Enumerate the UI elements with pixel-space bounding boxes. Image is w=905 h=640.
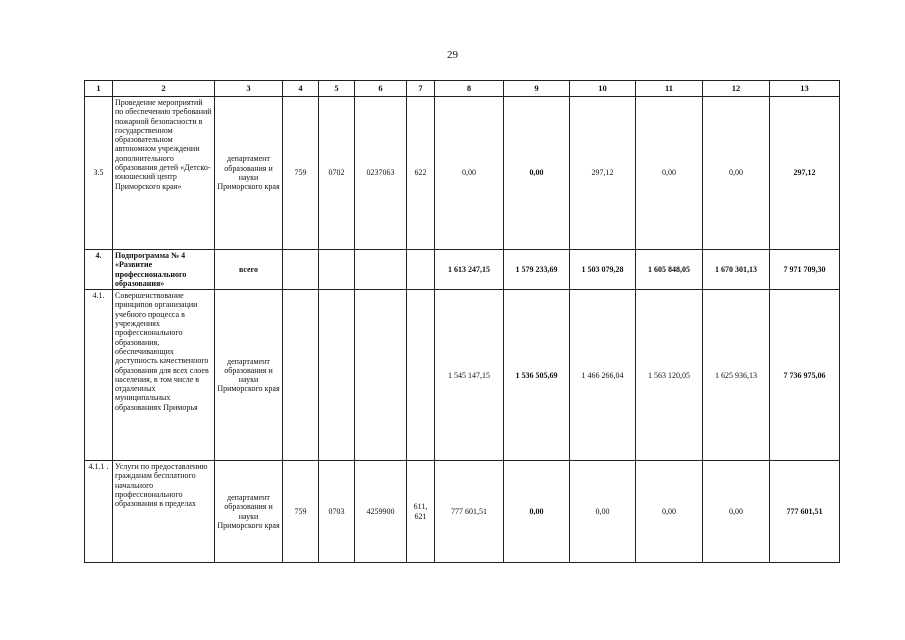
column-header: 5 (319, 81, 355, 97)
cell-c8: 777 601,51 (435, 461, 504, 563)
cell-c12: 1 625 936,13 (703, 290, 770, 461)
cell-c12: 0,00 (703, 461, 770, 563)
table-row (85, 97, 840, 250)
cell-c10: 0,00 (570, 461, 636, 563)
cell-c7: 622 (407, 97, 435, 250)
cell-c10: 297,12 (570, 97, 636, 250)
column-header: 1 (85, 81, 113, 97)
table-row (85, 250, 840, 290)
column-header: 2 (113, 81, 215, 97)
cell-c10: 1 466 266,04 (570, 290, 636, 461)
cell-c7: 611, 621 (407, 461, 435, 563)
cell-c5 (319, 290, 355, 461)
table-row (85, 461, 840, 563)
cell-c4 (283, 290, 319, 461)
cell-c9: 1 536 505,69 (504, 290, 570, 461)
column-header: 10 (570, 81, 636, 97)
cell-c4: 759 (283, 97, 319, 250)
cell-c8: 1 545 147,15 (435, 290, 504, 461)
cell-c6 (355, 250, 407, 290)
column-header: 7 (407, 81, 435, 97)
cell-c12: 1 670 301,13 (703, 250, 770, 290)
row-executor: департамент образования и науки Приморского края (215, 97, 283, 250)
cell-c11: 0,00 (636, 97, 703, 250)
column-header: 8 (435, 81, 504, 97)
budget-table (84, 80, 840, 563)
cell-c6 (355, 290, 407, 461)
column-header: 6 (355, 81, 407, 97)
cell-c7 (407, 290, 435, 461)
cell-c13: 7 736 975,06 (770, 290, 840, 461)
row-name: Совершенствование принципов организации учебного процесса в учреждениях профессионального образования, обеспечивающих доступность качественного образования для всех слоев населения, в том числе в отдаленных муниципальных образованиях Приморья (113, 290, 215, 461)
column-header: 11 (636, 81, 703, 97)
row-index: 4.1. (85, 290, 113, 461)
table-row (85, 290, 840, 461)
row-index: 3.5 (85, 97, 113, 250)
cell-c4 (283, 250, 319, 290)
row-name: Услуги по предоставлению гражданам бесплатного начального профессионального образования в пределах (113, 461, 215, 563)
column-header: 4 (283, 81, 319, 97)
cell-c11: 1 605 848,05 (636, 250, 703, 290)
column-header: 3 (215, 81, 283, 97)
row-executor: департамент образования и науки Приморского края (215, 461, 283, 563)
cell-c4: 759 (283, 461, 319, 563)
cell-c5: 0703 (319, 461, 355, 563)
row-executor: департамент образования и науки Приморского края (215, 290, 283, 461)
row-name: Подпрограмма № 4 «Развитие профессионального образования» (113, 250, 215, 290)
cell-c13: 777 601,51 (770, 461, 840, 563)
header-row (85, 81, 840, 97)
row-index: 4.1.1 . (85, 461, 113, 563)
cell-c5 (319, 250, 355, 290)
cell-c11: 1 563 120,05 (636, 290, 703, 461)
page-number: 29 (447, 49, 458, 61)
column-header: 12 (703, 81, 770, 97)
cell-c7 (407, 250, 435, 290)
cell-c10: 1 503 079,28 (570, 250, 636, 290)
column-header: 9 (504, 81, 570, 97)
row-index: 4. (85, 250, 113, 290)
cell-c5: 0702 (319, 97, 355, 250)
cell-c12: 0,00 (703, 97, 770, 250)
row-name: Проведение мероприятий по обеспечению требований пожарной безопасности в государственном образовательном автономном учреждении дополнительного образования детей «Детско-юношеский центр Приморского края» (113, 97, 215, 250)
cell-c8: 0,00 (435, 97, 504, 250)
cell-c9: 1 579 233,69 (504, 250, 570, 290)
cell-c13: 7 971 709,30 (770, 250, 840, 290)
cell-c11: 0,00 (636, 461, 703, 563)
row-executor: всего (215, 250, 283, 290)
column-header: 13 (770, 81, 840, 97)
cell-c9: 0,00 (504, 461, 570, 563)
cell-c13: 297,12 (770, 97, 840, 250)
cell-c6: 0237063 (355, 97, 407, 250)
cell-c6: 4259900 (355, 461, 407, 563)
cell-c9: 0,00 (504, 97, 570, 250)
cell-c8: 1 613 247,15 (435, 250, 504, 290)
